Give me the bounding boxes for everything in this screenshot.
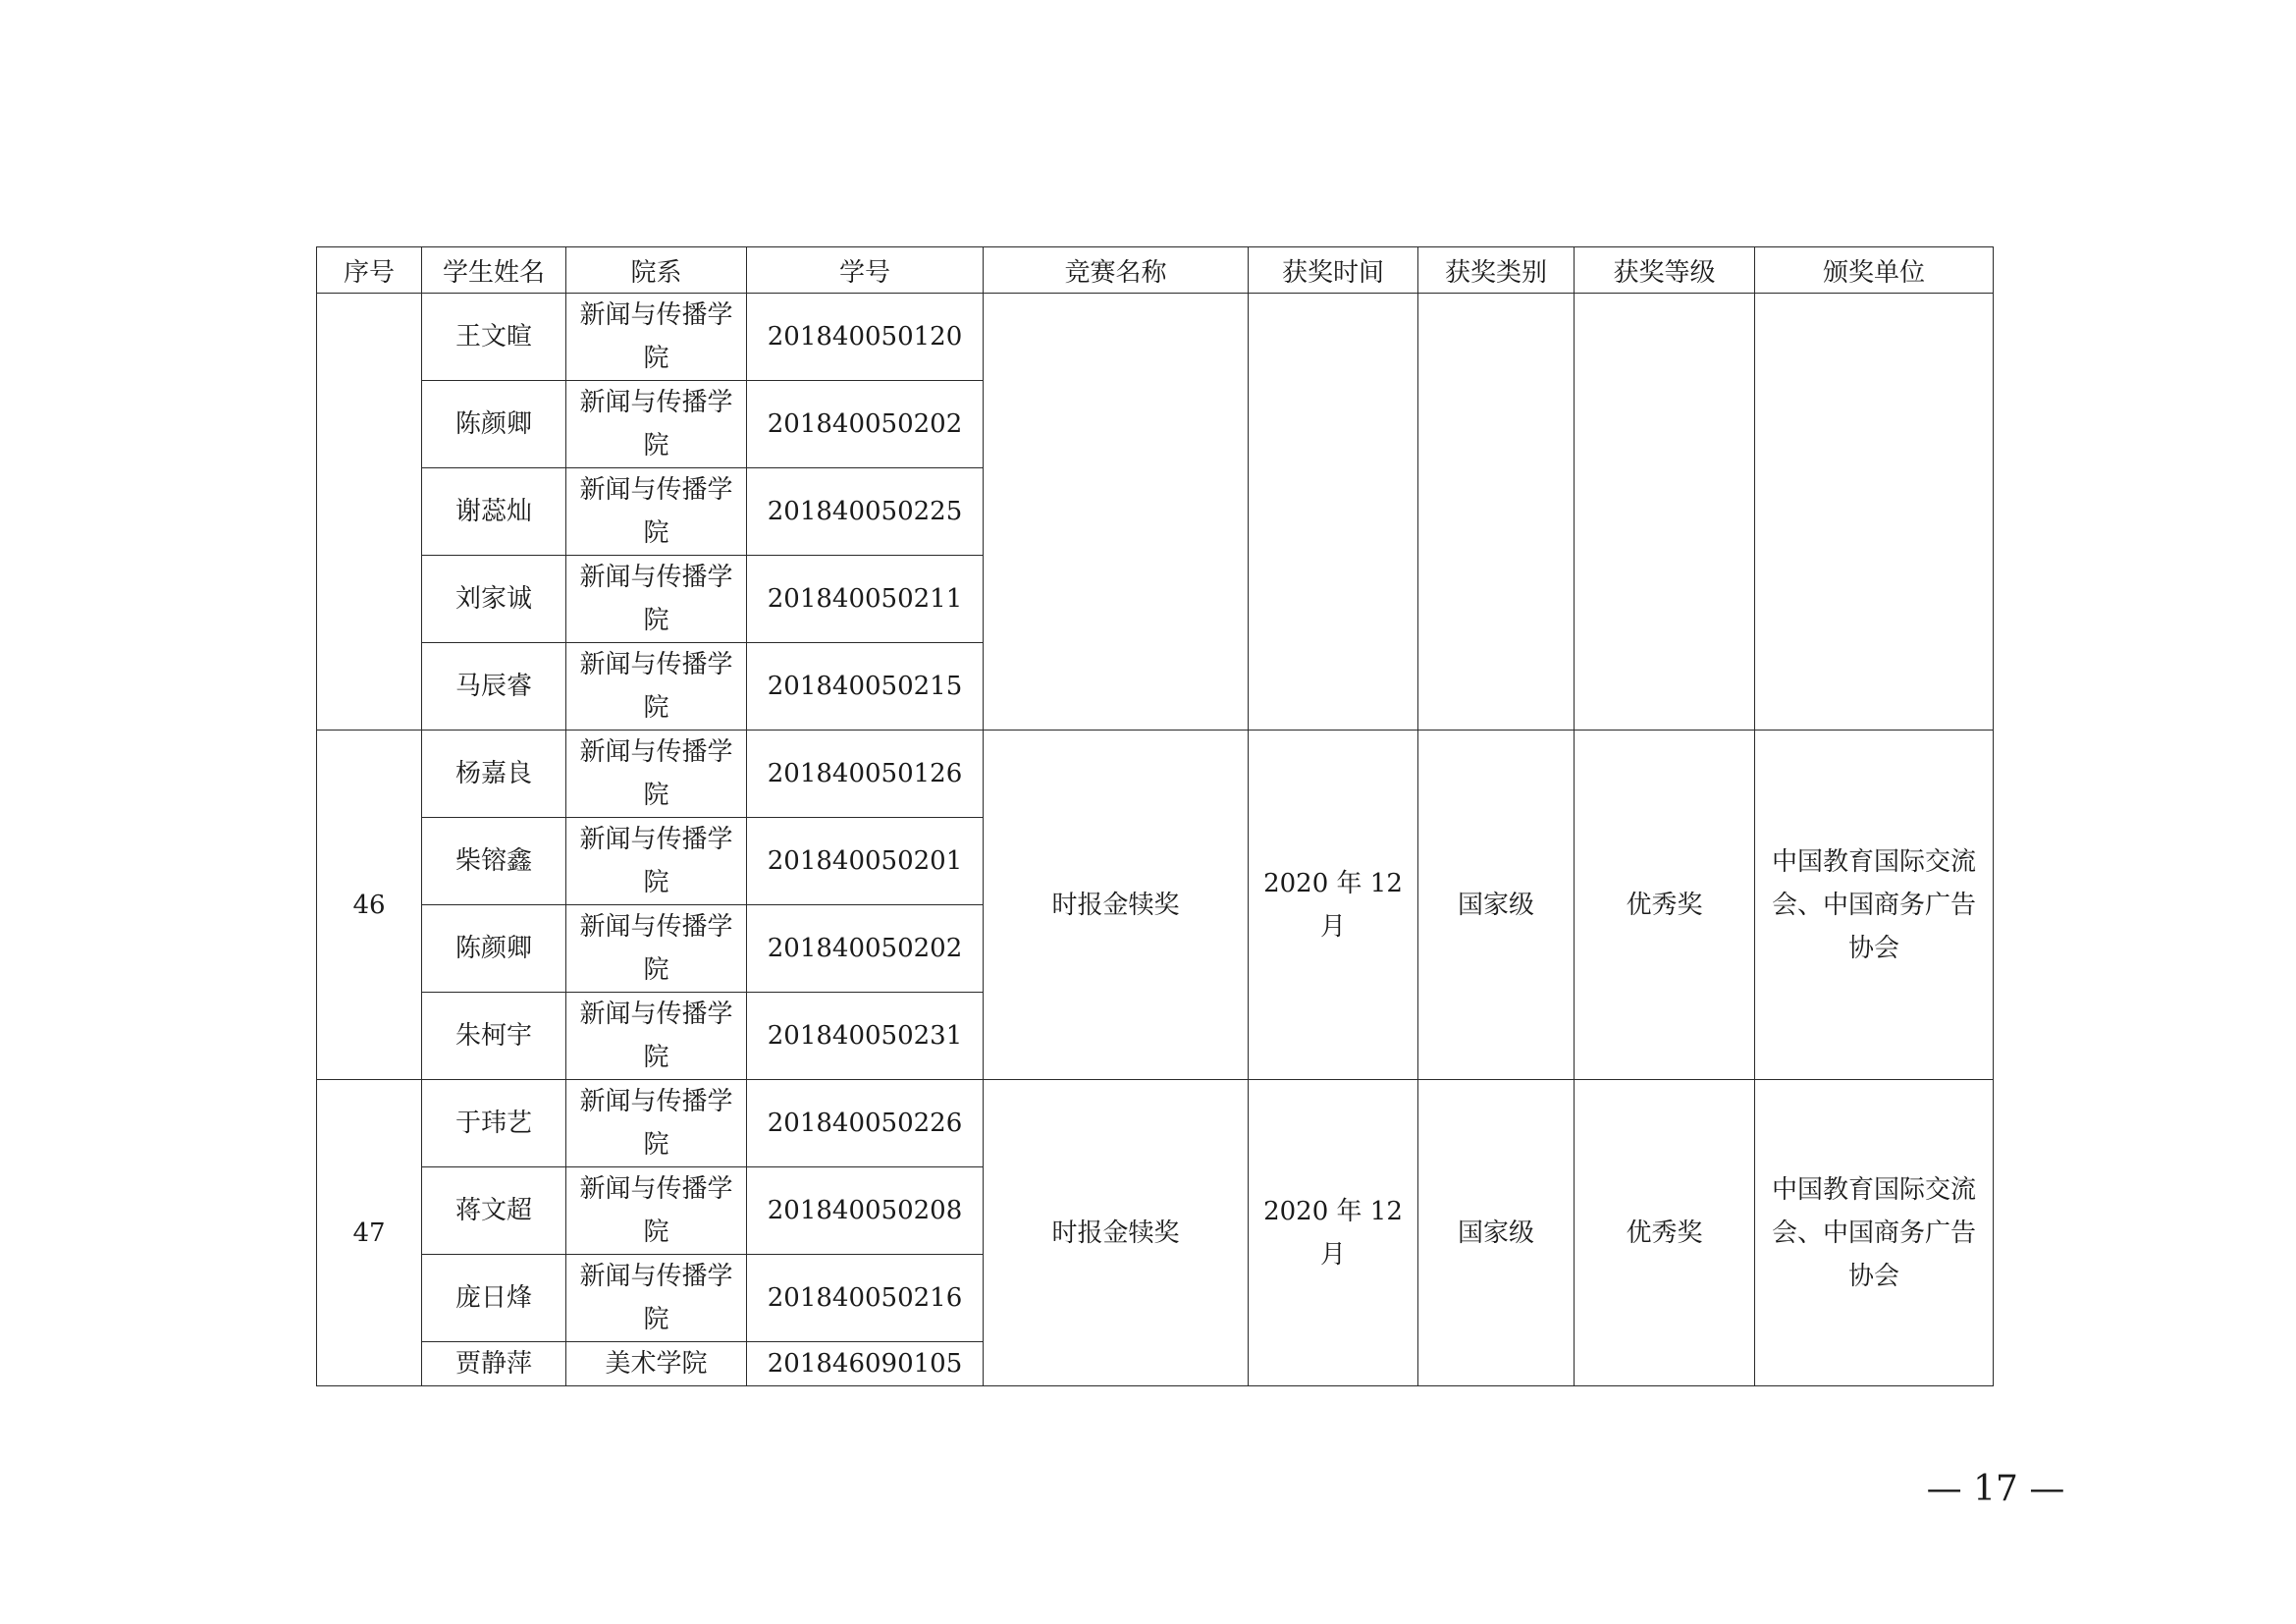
award-level-cell: 优秀奖 bbox=[1575, 731, 1755, 1080]
department-cell bbox=[566, 818, 747, 905]
student-id-cell: 201846090105 bbox=[747, 1342, 984, 1386]
department-cell-text: 新闻与传播学院 bbox=[579, 563, 733, 635]
student-id-cell: 201840050226 bbox=[747, 1080, 984, 1167]
award-category-cell bbox=[1418, 294, 1575, 731]
department-cell-text: 新闻与传播学院 bbox=[579, 300, 733, 373]
department-cell bbox=[566, 1255, 747, 1342]
department-cell bbox=[566, 643, 747, 731]
seq-cell bbox=[317, 294, 422, 731]
student-name-cell: 柴镕鑫 bbox=[422, 818, 566, 905]
department-cell bbox=[566, 993, 747, 1080]
award-table bbox=[316, 246, 1994, 1386]
seq-cell: 46 bbox=[317, 731, 422, 1080]
department-cell bbox=[566, 905, 747, 993]
student-id-cell: 201840050126 bbox=[747, 731, 984, 818]
seq-cell: 47 bbox=[317, 1080, 422, 1386]
award-time-cell bbox=[1249, 731, 1418, 1080]
page-number: — 17 — bbox=[1926, 1469, 2065, 1509]
table-row bbox=[317, 294, 1994, 381]
student-name-cell: 王文暄 bbox=[422, 294, 566, 381]
student-name-cell: 庞日烽 bbox=[422, 1255, 566, 1342]
header-seq: 序号 bbox=[317, 247, 422, 294]
competition-cell bbox=[984, 294, 1249, 731]
table-body bbox=[317, 294, 1994, 1386]
award-category-cell: 国家级 bbox=[1418, 1080, 1575, 1386]
header-award-time: 获奖时间 bbox=[1249, 247, 1418, 294]
department-cell bbox=[566, 468, 747, 556]
student-name-cell: 贾静萍 bbox=[422, 1342, 566, 1386]
award-time-cell bbox=[1249, 1080, 1418, 1386]
student-id-cell: 201840050120 bbox=[747, 294, 984, 381]
issuer-cell bbox=[1755, 294, 1994, 731]
header-student-name: 学生姓名 bbox=[422, 247, 566, 294]
student-name-cell: 刘家诚 bbox=[422, 556, 566, 643]
student-id-cell: 201840050225 bbox=[747, 468, 984, 556]
header-award-category: 获奖类别 bbox=[1418, 247, 1575, 294]
student-name-cell: 蒋文超 bbox=[422, 1167, 566, 1255]
student-name-cell: 杨嘉良 bbox=[422, 731, 566, 818]
student-name-cell: 谢蕊灿 bbox=[422, 468, 566, 556]
table-row bbox=[317, 1080, 1994, 1167]
department-cell-text: 新闻与传播学院 bbox=[579, 1000, 733, 1072]
student-id-cell: 201840050202 bbox=[747, 905, 984, 993]
student-id-cell: 201840050201 bbox=[747, 818, 984, 905]
header-award-level: 获奖等级 bbox=[1575, 247, 1755, 294]
award-category-cell: 国家级 bbox=[1418, 731, 1575, 1080]
department-cell-text: 新闻与传播学院 bbox=[579, 825, 733, 897]
department-cell-text: 新闻与传播学院 bbox=[579, 1087, 733, 1160]
department-cell: 美术学院 bbox=[566, 1342, 747, 1386]
department-cell bbox=[566, 556, 747, 643]
student-name-cell: 马辰睿 bbox=[422, 643, 566, 731]
department-cell bbox=[566, 1080, 747, 1167]
competition-cell: 时报金犊奖 bbox=[984, 731, 1249, 1080]
student-id-cell: 201840050231 bbox=[747, 993, 984, 1080]
table-row bbox=[317, 731, 1994, 818]
header-issuer: 颁奖单位 bbox=[1755, 247, 1994, 294]
student-name-cell: 陈颜卿 bbox=[422, 381, 566, 468]
department-cell-text: 新闻与传播学院 bbox=[579, 912, 733, 985]
student-id-cell: 201840050202 bbox=[747, 381, 984, 468]
header-competition: 竞赛名称 bbox=[984, 247, 1249, 294]
student-id-cell: 201840050208 bbox=[747, 1167, 984, 1255]
issuer-cell-text: 中国教育国际交流会、中国商务广告协会 bbox=[1771, 1174, 1976, 1291]
student-name-cell: 陈颜卿 bbox=[422, 905, 566, 993]
department-cell bbox=[566, 294, 747, 381]
award-level-cell: 优秀奖 bbox=[1575, 1080, 1755, 1386]
issuer-cell bbox=[1755, 1080, 1994, 1386]
department-cell-text: 新闻与传播学院 bbox=[579, 388, 733, 460]
department-cell-text: 新闻与传播学院 bbox=[579, 737, 733, 810]
department-cell bbox=[566, 731, 747, 818]
department-cell bbox=[566, 1167, 747, 1255]
header-student-id: 学号 bbox=[747, 247, 984, 294]
header-department: 院系 bbox=[566, 247, 747, 294]
department-cell-text: 新闻与传播学院 bbox=[579, 1174, 733, 1247]
student-name-cell: 于玮艺 bbox=[422, 1080, 566, 1167]
award-time-cell-text: 2020 年 12 月 bbox=[1263, 1196, 1403, 1270]
competition-cell: 时报金犊奖 bbox=[984, 1080, 1249, 1386]
department-cell-text: 新闻与传播学院 bbox=[579, 650, 733, 723]
student-id-cell: 201840050215 bbox=[747, 643, 984, 731]
student-id-cell: 201840050216 bbox=[747, 1255, 984, 1342]
table-header-row bbox=[317, 247, 1994, 294]
student-name-cell: 朱柯宇 bbox=[422, 993, 566, 1080]
award-time-cell-text: 2020 年 12 月 bbox=[1263, 868, 1403, 942]
department-cell-text: 新闻与传播学院 bbox=[579, 475, 733, 548]
department-cell-text: 新闻与传播学院 bbox=[579, 1262, 733, 1334]
issuer-cell bbox=[1755, 731, 1994, 1080]
student-id-cell: 201840050211 bbox=[747, 556, 984, 643]
award-level-cell bbox=[1575, 294, 1755, 731]
award-time-cell bbox=[1249, 294, 1418, 731]
issuer-cell-text: 中国教育国际交流会、中国商务广告协会 bbox=[1771, 846, 1976, 963]
department-cell bbox=[566, 381, 747, 468]
